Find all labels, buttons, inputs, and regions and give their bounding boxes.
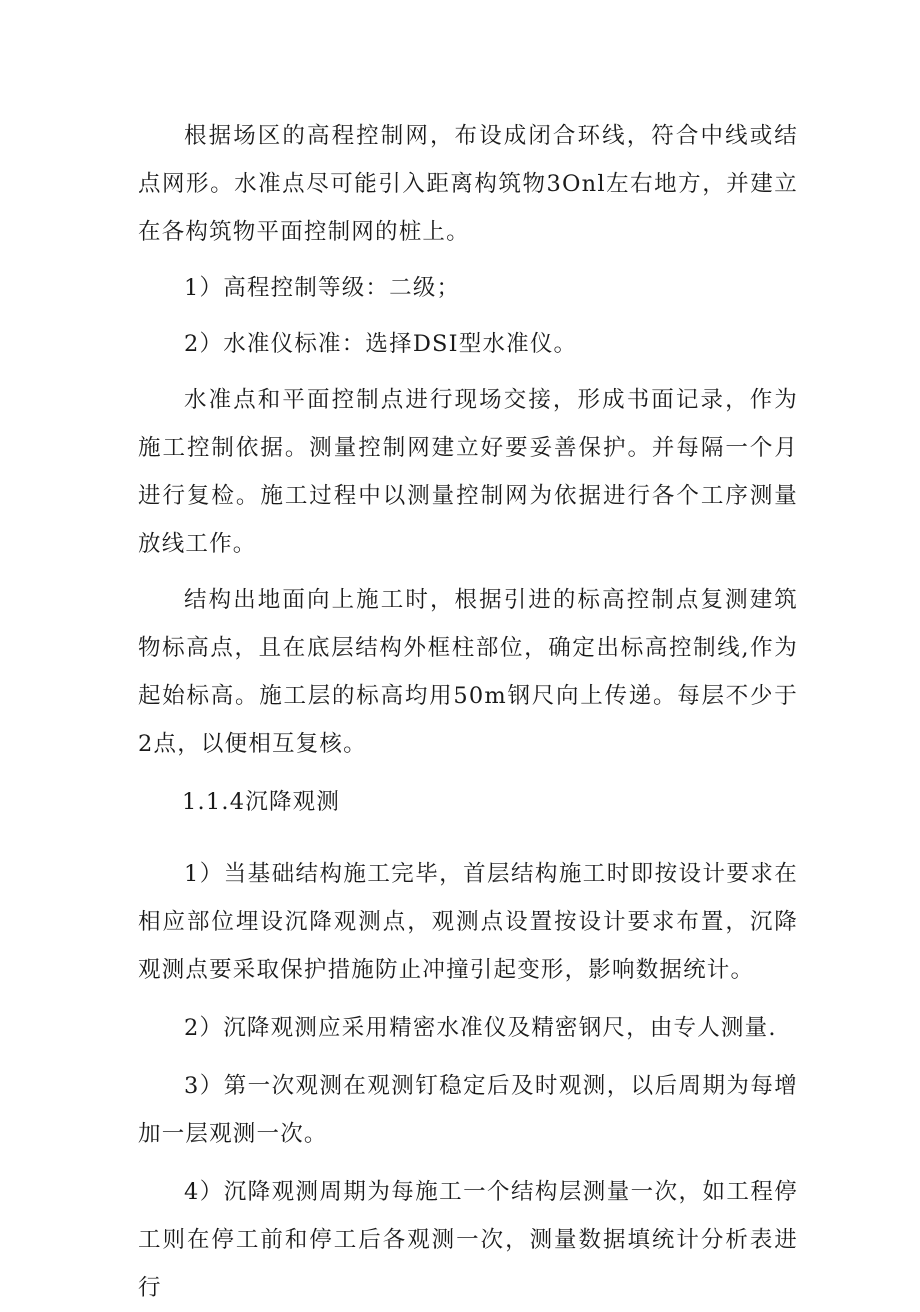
list-item-control-grade: 1）高程控制等级：二级； — [184, 275, 461, 301]
paragraph-elevation-transfer: 结构出地面向上施工时，根据引进的标高控制点复测建筑物标高点，且在底层结构外框柱部位，确定出标高控制线,作为起始标高。施工层的标高均用50m钢尺向上传递。每层不少于2点，以便相互复核。 — [138, 587, 798, 757]
paragraph-elevation-network: 根据场区的高程控制网，布设成闭合环线，符合中线或结点网形。水准点尽可能引入距离构筑物3Onl左右地方，并建立在各构筑物平面控制网的桩上。 — [138, 123, 798, 245]
settlement-item-3: 3）第一次观测在观测钉稳定后及时观测，以后周期为每增加一层观测一次。 — [138, 1073, 798, 1147]
settlement-item-4: 4）沉降观测周期为每施工一个结构层测量一次，如工程停工则在停工前和停工后各观测一次，测量数据填统计分析表进行 — [138, 1179, 798, 1301]
document-body — [138, 112, 798, 1312]
settlement-item-1: 1）当基础结构施工完毕，首层结构施工时即按设计要求在相应部位埋设沉降观测点，观测点设置按设计要求布置，沉降观测点要采取保护措施防止冲撞引起变形，影响数据统计。 — [138, 861, 798, 983]
list-item-level-standard: 2）水准仪标准：选择DSI型水准仪。 — [184, 331, 578, 357]
settlement-item-2: 2）沉降观测应采用精密水准仪及精密钢尺，由专人测量. — [184, 1015, 777, 1041]
paragraph-benchmark-handover: 水准点和平面控制点进行现场交接，形成书面记录，作为施工控制依据。测量控制网建立好要妥善保护。并每隔一个月进行复检。施工过程中以测量控制网为依据进行各个工序测量放线工作。 — [138, 387, 798, 557]
section-heading-settlement: 1.1.4沉降观测 — [182, 789, 341, 815]
